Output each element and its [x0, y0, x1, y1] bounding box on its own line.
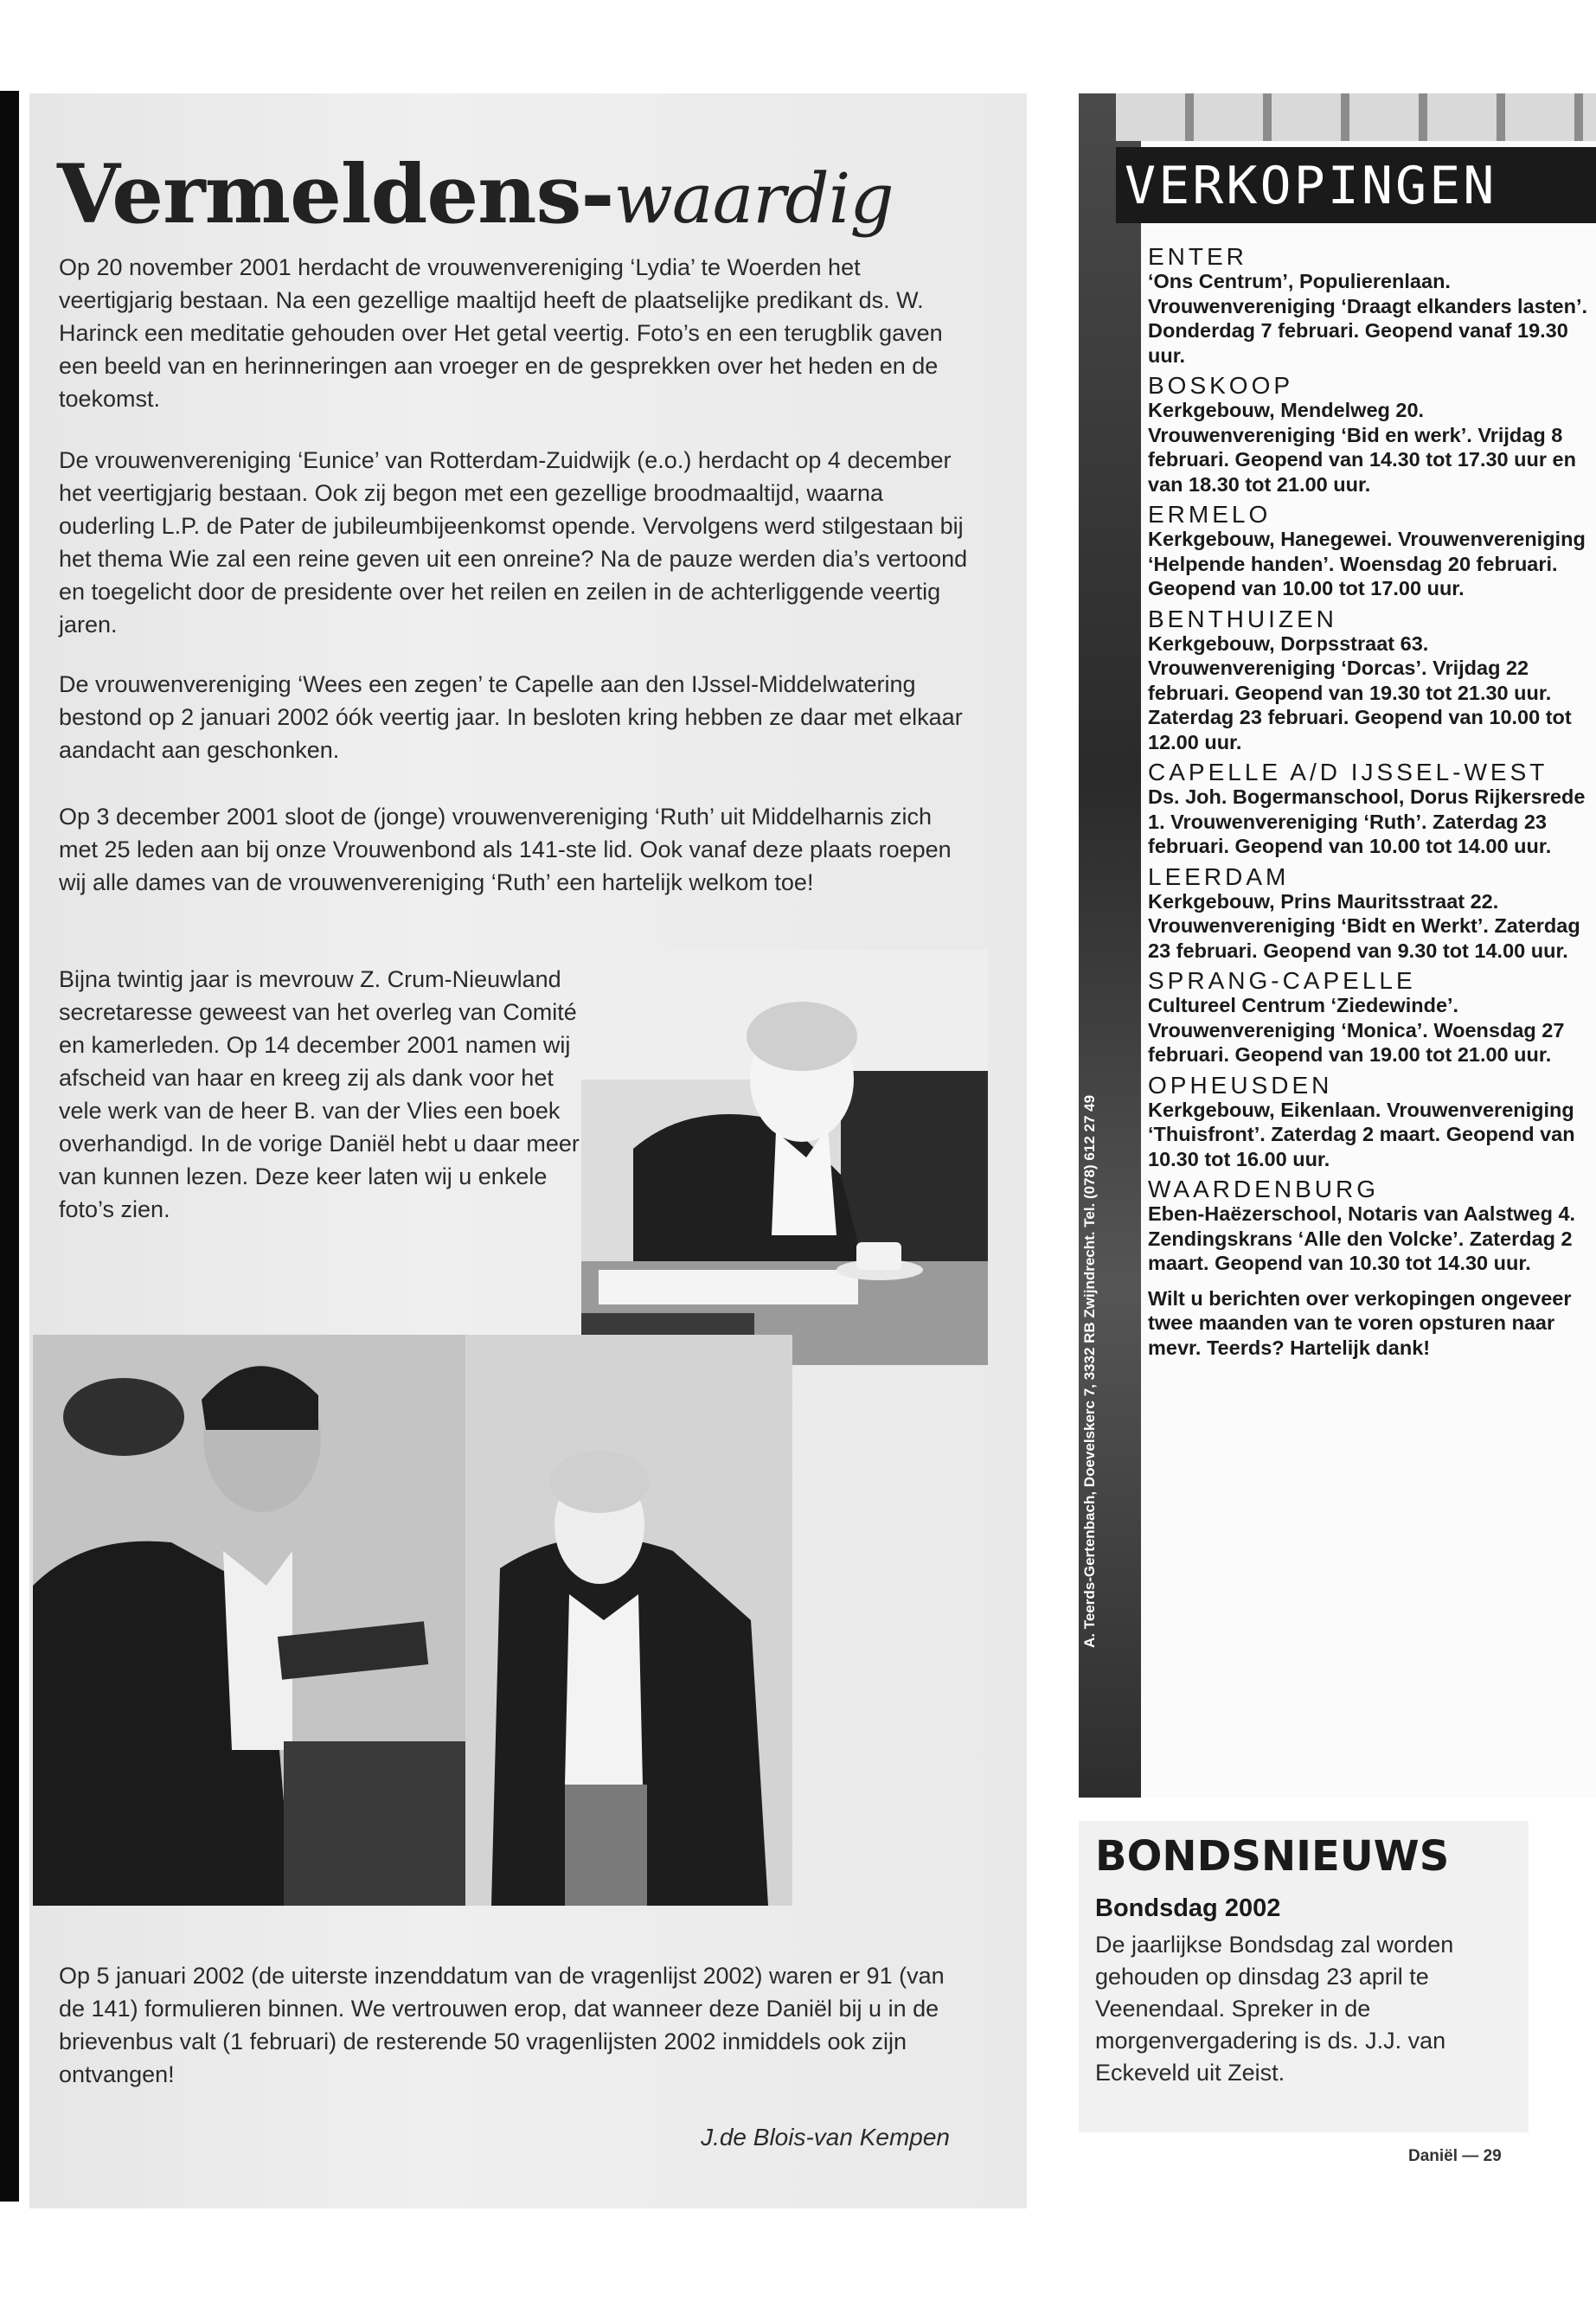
sale-details: Kerkgebouw, Eikenlaan. Vrouwenvereniging ‘Thuisfront’. Zaterdag 2 maart. Geopend van 10.30 tot 16.00 uur.: [1148, 1098, 1575, 1170]
sale-item-opheusden: [1148, 1073, 1589, 1172]
sale-town: SPRANG-CAPELLE: [1148, 967, 1416, 994]
bondsnieuws-title: BONDSNIEUWS: [1095, 1832, 1450, 1881]
photo-woman-writing-illustration: [581, 950, 988, 1365]
sales-list: [1148, 244, 1589, 1360]
sale-item-benthuizen: [1148, 606, 1589, 755]
paragraph-wees-een-zegen: De vrouwenvereniging ‘Wees een zegen’ te Capelle aan den IJssel-Middelwatering bestond op 2 januari 2002 óók veertig jaar. In besloten kring hebben ze daar met elkaar aandacht aan geschonken.: [59, 671, 963, 763]
article-title: [57, 147, 894, 242]
page-footer: Daniël — 29: [1408, 2147, 1502, 2165]
photo-book-presentation-illustration: [33, 1335, 792, 1906]
sale-town: ERMELO: [1148, 501, 1272, 528]
sale-item-boskoop: [1148, 373, 1589, 497]
bondsnieuws-subtitle: Bondsdag 2002: [1095, 1894, 1281, 1922]
sale-item-ermelo: [1148, 502, 1589, 601]
photo-book-presentation: [33, 1335, 792, 1906]
keyboard-header-image: [1116, 93, 1596, 141]
sale-town: CAPELLE A/D IJSSEL-WEST: [1148, 759, 1548, 785]
sales-contact: A. Teerds-Gertenbach, Doevelskerc 7, 3332 RB Zwijndrecht. Tel. (078) 612 27 49: [1081, 1094, 1098, 1648]
sale-details: Cultureel Centrum ‘Ziedewinde’. Vrouwenvereniging ‘Monica’. Woensdag 27 februari. Geopend van 19.00 tot 21.00 uur.: [1148, 994, 1565, 1066]
paragraph-lydia: Op 20 november 2001 herdacht de vrouwenvereniging ‘Lydia’ te Woerden het veertigjarig bestaan. Na een gezellige maaltijd heeft de plaatselijke predikant ds. W. Harinck een meditatie gehouden over Het getal veertig. Foto’s en een terugblik gaven een beeld van en herinneringen aan vroeger en de gesprekken over het heden en de toekomst.: [59, 254, 943, 412]
sale-details: Kerkgebouw, Prins Mauritsstraat 22. Vrouwenvereniging ‘Bidt en Werkt’. Zaterdag 23 februari. Geopend van 9.30 tot 14.00 uur.: [1148, 889, 1580, 962]
sale-item-capelle: [1148, 760, 1589, 859]
title-sub: waardig: [613, 158, 894, 239]
sale-details: Kerkgebouw, Mendelweg 20. Vrouwenvereniging ‘Bid en werk’. Vrijdag 8 februari. Geopend van 14.30 tot 17.30 uur en van 18.30 tot 21.00 uur.: [1148, 399, 1576, 496]
sale-town: WAARDENBURG: [1148, 1176, 1379, 1202]
sales-title: VERKOPINGEN: [1125, 156, 1497, 216]
photo-woman-writing: [581, 950, 988, 1365]
sale-item-enter: [1148, 244, 1589, 368]
paragraph-eunice: De vrouwenvereniging ‘Eunice’ van Rotterdam-Zuidwijk (e.o.) herdacht op 4 december het veertigjarig bestaan. Ook zij begon met een gezellige broodmaaltijd, waarna ouderling L.P. de Pater de jubileumbijeenkomst opende. Vervolgens werd stilgestaan bij het thema Wie zal een reine geven uit een onreine? Na de pauze werden dia’s vertoond en toegelicht door de presidente over het reilen en zeilen in de achterliggende veertig jaren.: [59, 447, 968, 638]
paragraph-questionnaire: Op 5 januari 2002 (de uiterste inzenddatum van de vragenlijst 2002) waren er 91 (van de 141) formulieren binnen. We vertrouwen erop, dat wanneer deze Daniël bij u in de brievenbus valt (1 februari) de resterende 50 vragenlijsten 2002 inmiddels ook zijn ontvangen!: [59, 1963, 945, 2087]
sale-item-leerdam: [1148, 864, 1589, 964]
sale-details: ‘Ons Centrum’, Populierenlaan. Vrouwenvereniging ‘Draagt elkanders lasten’. Donderdag 7 februari. Geopend vanaf 19.30 uur.: [1148, 270, 1588, 367]
sale-details: Kerkgebouw, Hanegewei. Vrouwenvereniging ‘Helpende handen’. Woensdag 20 februari. Geopend van 10.00 tot 17.00 uur.: [1148, 528, 1586, 599]
sale-town: ENTER: [1148, 243, 1247, 270]
sale-town: BOSKOOP: [1148, 372, 1294, 399]
paragraph-ruth: Op 3 december 2001 sloot de (jonge) vrouwenvereniging ‘Ruth’ uit Middelharnis zich met 25 leden aan bij onze Vrouwenbond als 141-ste lid. Ook vanaf deze plaats roepen wij alle dames van de vrouwenvereniging ‘Ruth’ een hartelijk welkom toe!: [59, 804, 952, 895]
sales-note: Wilt u berichten over verkopingen ongeveer twee maanden van te voren opsturen naar mevr. Teerds? Hartelijk dank!: [1148, 1286, 1572, 1359]
author-signature: J.de Blois-van Kempen: [701, 2124, 950, 2150]
sale-details: Kerkgebouw, Dorpsstraat 63. Vrouwenvereniging ‘Dorcas’. Vrijdag 22 februari. Geopend van 19.30 tot 21.30 uur. Zaterdag 23 februari. Geopend van 10.00 tot 12.00 uur.: [1148, 631, 1572, 753]
sale-item-waardenburg: [1148, 1176, 1589, 1276]
sale-details: Ds. Joh. Bogermanschool, Dorus Rijkersrede 1. Vrouwenvereniging ‘Ruth’. Zaterdag 23 februari. Geopend van 10.00 tot 14.00 uur.: [1148, 785, 1586, 857]
sale-item-sprang-capelle: [1148, 968, 1589, 1067]
sale-details: Eben-Haëzerschool, Notaris van Aalstweg 4. Zendingskrans ‘Alle den Volcke’. Zaterdag 2 maart. Geopend van 10.30 tot 14.30 uur.: [1148, 1202, 1576, 1274]
title-main: Vermeldens-: [57, 147, 614, 242]
sale-town: OPHEUSDEN: [1148, 1071, 1333, 1099]
page-edge-bar: [0, 91, 19, 2202]
paragraph-farewell: Bijna twintig jaar is mevrouw Z. Crum-Nieuwland secretaresse geweest van het overleg van Comité en kamerleden. Op 14 december 2001 namen wij afscheid van haar en kreeg zij als dank voor het vele werk van de heer B. van der Vlies een boek overhandigd. In de vorige Daniël hebt u daar meer van kunnen lezen. Deze keer laten wij u enkele foto’s zien.: [59, 966, 580, 1222]
sale-town: LEERDAM: [1148, 862, 1290, 890]
bondsnieuws-text: De jaarlijkse Bondsdag zal worden gehouden op dinsdag 23 april te Veenendaal. Spreker in de morgenvergadering is ds. J.J. van Eckeveld uit Zeist.: [1095, 1932, 1454, 2086]
sale-town: BENTHUIZEN: [1148, 605, 1337, 632]
